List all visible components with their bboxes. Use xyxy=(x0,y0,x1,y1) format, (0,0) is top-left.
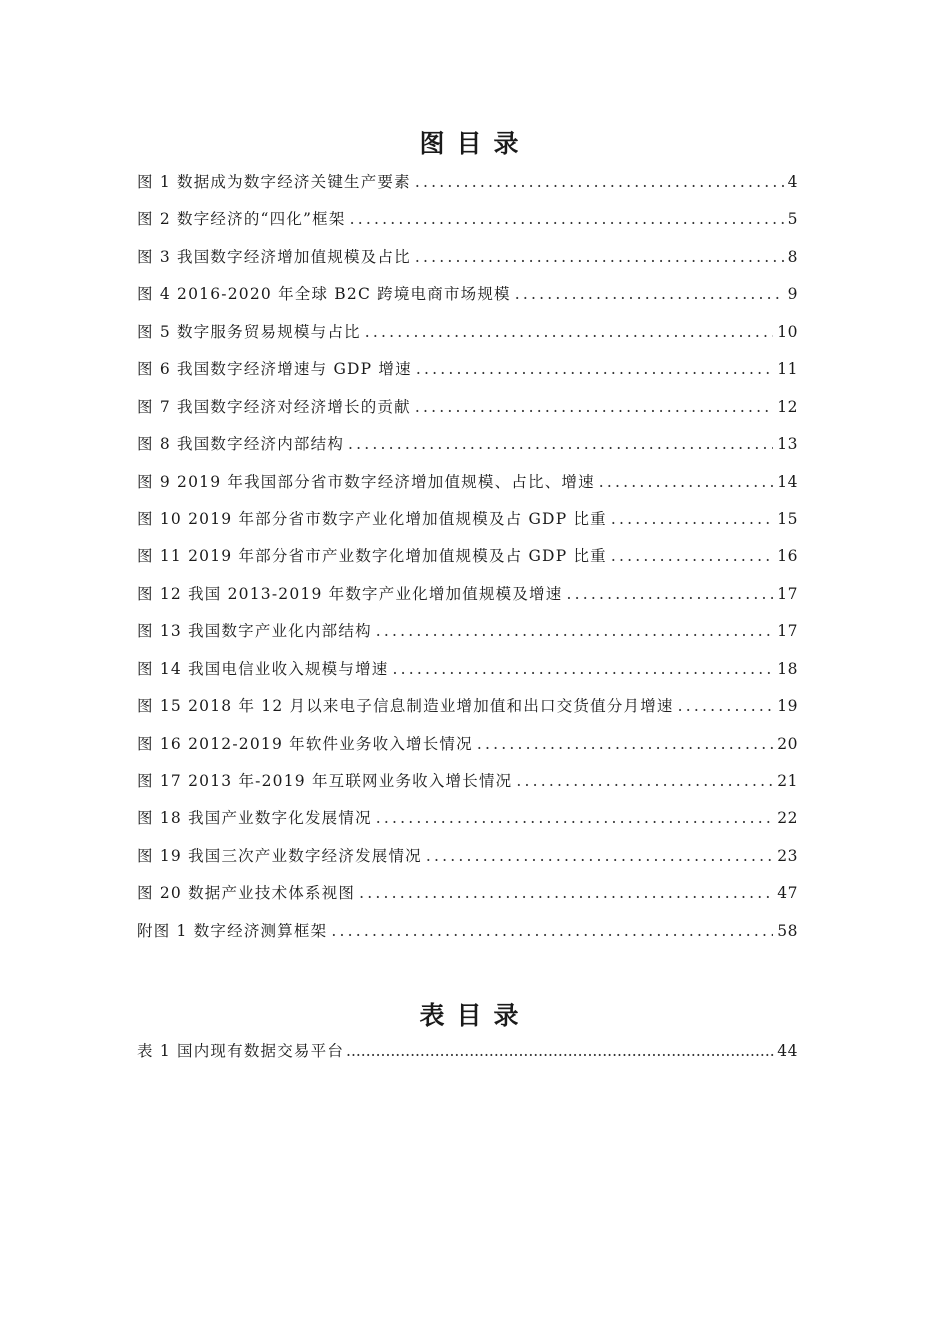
figure-toc-entry[interactable] xyxy=(137,320,798,357)
figure-toc-entry-page-number: 4 xyxy=(787,173,798,191)
figure-toc-entry[interactable] xyxy=(137,619,798,656)
figure-toc-entry-label: 图 18 我国产业数字化发展情况 xyxy=(137,809,372,828)
dot-leader xyxy=(515,285,784,303)
figure-toc-entry[interactable] xyxy=(137,207,798,244)
dot-leader xyxy=(415,398,773,416)
dot-leader xyxy=(516,772,773,790)
figure-toc-entry-page-number: 9 xyxy=(787,285,798,304)
table-toc-entry-page-number: 44 xyxy=(777,1042,798,1060)
figure-toc-entry[interactable] xyxy=(137,432,798,469)
figure-toc-entry-label: 附图 1 数字经济测算框架 xyxy=(137,921,328,940)
figure-toc-entry-page-number: 14 xyxy=(777,472,798,491)
table-toc-heading: 表目录 xyxy=(419,1001,531,1030)
figure-toc-entry-label: 图 20 数据产业技术体系视图 xyxy=(137,884,356,903)
figure-toc-entry-label: 图 11 2019 年部分省市产业数字化增加值规模及占 GDP 比重 xyxy=(137,547,607,566)
figure-toc-entry-label: 图 15 2018 年 12 月以来电子信息制造业增加值和出口交货值分月增速 xyxy=(137,697,674,716)
figure-toc-entry-label: 图 19 我国三次产业数字经济发展情况 xyxy=(137,846,422,865)
figure-toc-entry-label: 图 12 我国 2013-2019 年数字产业化增加值规模及增速 xyxy=(137,584,563,603)
figure-toc-entry[interactable] xyxy=(137,395,798,432)
figure-toc-entry-label: 图 13 我国数字产业化内部结构 xyxy=(137,622,372,641)
figure-toc-entry-page-number: 47 xyxy=(777,884,798,903)
figure-toc-entry-page-number: 15 xyxy=(777,509,798,528)
figure-toc-entry-label: 图 14 我国电信业收入规模与增速 xyxy=(137,659,389,678)
figure-toc-entry[interactable] xyxy=(137,282,798,319)
figure-toc-entry-label: 图 3 我国数字经济增加值规模及占比 xyxy=(137,247,411,266)
figure-toc-entry[interactable] xyxy=(137,694,798,731)
figure-toc-entry-label: 图 9 2019 年我国部分省市数字经济增加值规模、占比、增速 xyxy=(137,472,595,491)
figure-toc-entry[interactable] xyxy=(137,357,798,394)
figure-toc-entry-label: 图 4 2016-2020 年全球 B2C 跨境电商市场规模 xyxy=(137,285,511,304)
dot-leader xyxy=(392,660,773,678)
dot-leader xyxy=(376,622,773,640)
dot-leader xyxy=(426,847,773,865)
table-toc-entry[interactable] xyxy=(137,1039,798,1076)
figure-toc-entry[interactable] xyxy=(137,245,798,282)
figure-toc-entry[interactable] xyxy=(137,881,798,918)
dot-leader xyxy=(415,173,784,191)
figure-toc-entry-page-number: 18 xyxy=(777,659,798,678)
figure-toc-entry-label: 图 8 我国数字经济内部结构 xyxy=(137,435,345,454)
figure-toc-entry[interactable] xyxy=(137,544,798,581)
figure-toc-entry-label: 图 16 2012-2019 年软件业务收入增长情况 xyxy=(137,734,473,753)
figure-toc-entry-page-number: 58 xyxy=(777,921,798,940)
dot-leader xyxy=(348,435,773,453)
dot-leader xyxy=(365,323,774,341)
figure-toc-entry-page-number: 13 xyxy=(777,435,798,454)
figure-toc-entry[interactable] xyxy=(137,769,798,806)
figure-toc-entry[interactable] xyxy=(137,919,798,956)
figure-toc-entry[interactable] xyxy=(137,582,798,619)
table-toc-list xyxy=(137,1039,798,1076)
dot-leader xyxy=(415,248,784,266)
figure-toc-entry-page-number: 19 xyxy=(777,697,798,716)
dot-leader xyxy=(611,510,773,528)
dot-leader xyxy=(416,360,773,378)
figure-toc-entry-page-number: 5 xyxy=(787,210,798,229)
figure-toc-entry-label: 图 6 我国数字经济增速与 GDP 增速 xyxy=(137,360,412,379)
dot-leader xyxy=(678,697,774,715)
dot-leader xyxy=(477,735,773,753)
figure-toc-entry-page-number: 20 xyxy=(777,734,798,753)
dot-leader xyxy=(359,884,773,902)
figure-toc-entry-page-number: 21 xyxy=(777,772,798,790)
figure-toc-list xyxy=(137,170,798,956)
dot-leader xyxy=(350,210,784,228)
figure-toc-entry-label: 图 2 数字经济的“四化”框架 xyxy=(137,210,346,229)
figure-toc-entry-label: 图 5 数字服务贸易规模与占比 xyxy=(137,322,361,341)
figure-toc-entry-page-number: 23 xyxy=(777,846,798,865)
figure-toc-entry[interactable] xyxy=(137,732,798,769)
figure-toc-entry-label: 图 1 数据成为数字经济关键生产要素 xyxy=(137,173,411,191)
figure-toc-entry[interactable] xyxy=(137,806,798,843)
dot-leader xyxy=(611,547,773,565)
figure-toc-entry-page-number: 10 xyxy=(777,322,798,341)
figure-toc-entry-page-number: 16 xyxy=(777,547,798,566)
figure-toc-entry-page-number: 17 xyxy=(777,622,798,641)
dot-leader xyxy=(566,585,773,603)
dot-leader xyxy=(346,1042,775,1060)
figure-toc-entry[interactable] xyxy=(137,170,798,207)
figure-toc-entry-label: 图 17 2013 年-2019 年互联网业务收入增长情况 xyxy=(137,772,513,790)
figure-toc-entry[interactable] xyxy=(137,844,798,881)
table-toc-entry-label: 表 1 国内现有数据交易平台 xyxy=(137,1042,345,1060)
dot-leader xyxy=(376,809,773,827)
figure-toc-entry-page-number: 17 xyxy=(777,584,798,603)
figure-toc-entry-page-number: 22 xyxy=(777,809,798,828)
figure-toc-entry[interactable] xyxy=(137,470,798,507)
figure-toc-entry[interactable] xyxy=(137,507,798,544)
figure-toc-entry-label: 图 7 我国数字经济对经济增长的贡献 xyxy=(137,397,411,416)
figure-toc-entry-page-number: 12 xyxy=(777,397,798,416)
figure-toc-entry-label: 图 10 2019 年部分省市数字产业化增加值规模及占 GDP 比重 xyxy=(137,509,607,528)
figure-toc-entry-page-number: 8 xyxy=(787,247,798,266)
dot-leader xyxy=(331,922,773,940)
figure-toc-entry-page-number: 11 xyxy=(777,360,798,379)
figure-toc-heading: 图目录 xyxy=(419,129,531,158)
dot-leader xyxy=(599,473,773,491)
figure-toc-entry[interactable] xyxy=(137,657,798,694)
